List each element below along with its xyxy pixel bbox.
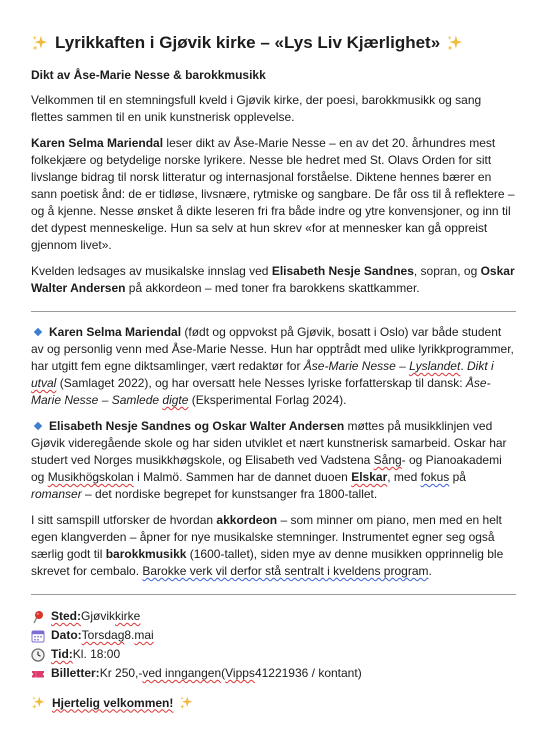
tickets-value: Vipps	[225, 666, 255, 680]
bio-text: på	[449, 470, 466, 484]
acc-bold: barokkmusikk	[105, 547, 187, 561]
grammar-word: fokus	[420, 470, 450, 484]
date-label: Dato:	[51, 628, 82, 642]
info-place-row	[31, 607, 516, 626]
tickets-value: Kr 250,-	[99, 666, 143, 680]
info-time-row	[31, 645, 516, 664]
bio-text: - og Pianoakademi og	[31, 453, 502, 484]
bio-text: .	[460, 359, 467, 373]
tickets-value: (	[221, 666, 226, 680]
music-text: Kvelden ledsages av musikalske innslag ved	[31, 264, 272, 278]
acc-text: – som minner om piano, men med en helt egen klangverden – åpner for nye musikalske stemninger. Instrumentet egner seg også særlig godt til	[31, 513, 502, 561]
divider	[31, 594, 516, 595]
sparkles-icon	[31, 695, 46, 710]
intro-paragraph: Velkommen til en stemningsfull kveld i Gjøvik kirke, der poesi, barokkmusikk og sang flettes sammen til en unik kunstnerisk opplevelse.	[31, 93, 482, 124]
duo-name: Elskar	[351, 470, 388, 484]
date-value: Torsdag	[81, 628, 125, 642]
subtitle: Dikt av Åse-Marie Nesse & barokkmusikk	[31, 68, 266, 82]
acc-text: (1600-tallet), siden mye av denne musikken opprinnelig ble skrevet for cembalo.	[31, 547, 504, 578]
bio-text: (Samlaget 2022), og har oversatt hele Nesses lyriske forfatterskap til dansk:	[56, 376, 466, 390]
music-text: på akkordeon – med toner fra barokkens skattkammer.	[125, 281, 420, 295]
reader-name: Karen Selma Mariendal	[31, 136, 164, 150]
bio-text: (Eksperimental Forlag 2024).	[188, 393, 347, 407]
page-title	[31, 30, 516, 56]
bio-musicians-paragraph	[31, 418, 516, 503]
ticket-icon	[31, 667, 45, 681]
tickets-value: 41221936 / kontant)	[254, 666, 362, 680]
bio-reader-paragraph	[31, 324, 516, 409]
blue-diamond-icon	[34, 422, 42, 430]
time-label: Tid:	[51, 647, 73, 661]
accordion-player-name: Oskar Walter Andersen	[31, 264, 515, 295]
book-title: Dikt i	[466, 359, 494, 373]
time-value: Kl. 18:00	[72, 647, 121, 661]
book-title: digte	[162, 393, 189, 407]
sparkles-icon	[31, 34, 49, 52]
info-date-row	[31, 626, 516, 645]
spelling-word: Musikhögskolan	[47, 470, 134, 484]
place-value: Gjøvik	[81, 609, 115, 623]
soprano-name: Elisabeth Nesje Sandnes	[271, 264, 414, 278]
bio-reader-name: Karen Selma Mariendal	[49, 325, 182, 339]
book-title: Åse-Marie Nesse – Samlede	[31, 376, 491, 407]
bio-text: i Malmö. Sammen har de dannet duoen	[133, 470, 352, 484]
clock-icon	[31, 648, 45, 662]
acc-text: .	[428, 564, 432, 578]
tickets-label: Billetter:	[51, 666, 100, 680]
divider	[31, 311, 516, 312]
grammar-sentence: Barokke verk vil derfor stå sentralt i kveldens program	[142, 564, 429, 578]
book-title: utval	[31, 376, 57, 390]
reader-text: leser dikt av Åse-Marie Nesse – en av det 20. århundres mest folkekjære og betydelige norske lyrikere. Nesse ble hedret med St. Olavs Orden for sitt livslange bidrag til norsk litteratur og internasjonal forståelse. Diktene hennes bærer en sann poetisk ånd: de er tidløse, livsnære, rytmiske og sangbare. De får oss til å reflektere – og å kjenne. Nesse ønsket å dikte leseren fri fra både indre og ytre konvensjoner, og inn til det dypest menneskelige. Hun sa selv at hun skrev «for at mennesker kan gå oppreist gjennom livet».	[31, 136, 515, 252]
bio-musicians-names: Elisabeth Nesje Sandnes og Oskar Walter Andersen	[49, 419, 345, 433]
closing-line	[31, 695, 516, 710]
date-value: 8.	[124, 628, 135, 642]
place-label: Sted:	[51, 609, 81, 623]
closing-text: Hjertelig velkommen!	[52, 695, 174, 710]
tickets-value: ved inngangen	[142, 666, 222, 680]
romanser-term: romanser	[31, 487, 82, 501]
bio-text: (født og oppvokst på Gjøvik, bosatt i Oslo) var både student av og personlig venn med Åse-Marie Nesse. Hun har opptrådt med ulike lyrikkprogrammer, har utgitt fem egne diktsamlinger, vært redaktør for	[31, 325, 514, 373]
spelling-word: Sång	[373, 453, 402, 467]
date-value: mai	[134, 628, 154, 642]
reader-paragraph	[31, 135, 516, 254]
blue-diamond-icon	[34, 328, 42, 336]
sparkles-icon	[446, 34, 464, 52]
book-title: Åse-Marie Nesse –	[303, 359, 410, 373]
acc-text: I sitt samspill utforsker de hvordan	[31, 513, 217, 527]
title-text: Lyrikkaften i Gjøvik kirke – «Lys Liv Kjærlighet»	[55, 33, 441, 52]
music-paragraph	[31, 263, 516, 297]
bio-text: , med	[387, 470, 421, 484]
document-page	[31, 30, 516, 710]
event-info	[31, 607, 516, 683]
place-value: kirke	[115, 609, 141, 623]
bio-text: – det nordiske begrepet for kunstsanger fra 1800-tallet.	[81, 487, 378, 501]
acc-bold: akkordeon	[216, 513, 278, 527]
round-pushpin-icon	[31, 610, 45, 624]
accordion-paragraph	[31, 512, 516, 580]
book-title: Lyslandet	[409, 359, 461, 373]
info-tickets-row	[31, 664, 516, 683]
calendar-icon	[31, 629, 45, 643]
music-text: , sopran, og	[413, 264, 481, 278]
bio-text: møttes på musikklinjen ved Gjøvik videregående skole og har siden utviklet et nært kunstnerisk samarbeid. Oskar har studert ved Norges musikkhøgskole, og Elisabeth ved Vadstena	[31, 419, 507, 467]
sparkles-icon	[179, 695, 194, 710]
